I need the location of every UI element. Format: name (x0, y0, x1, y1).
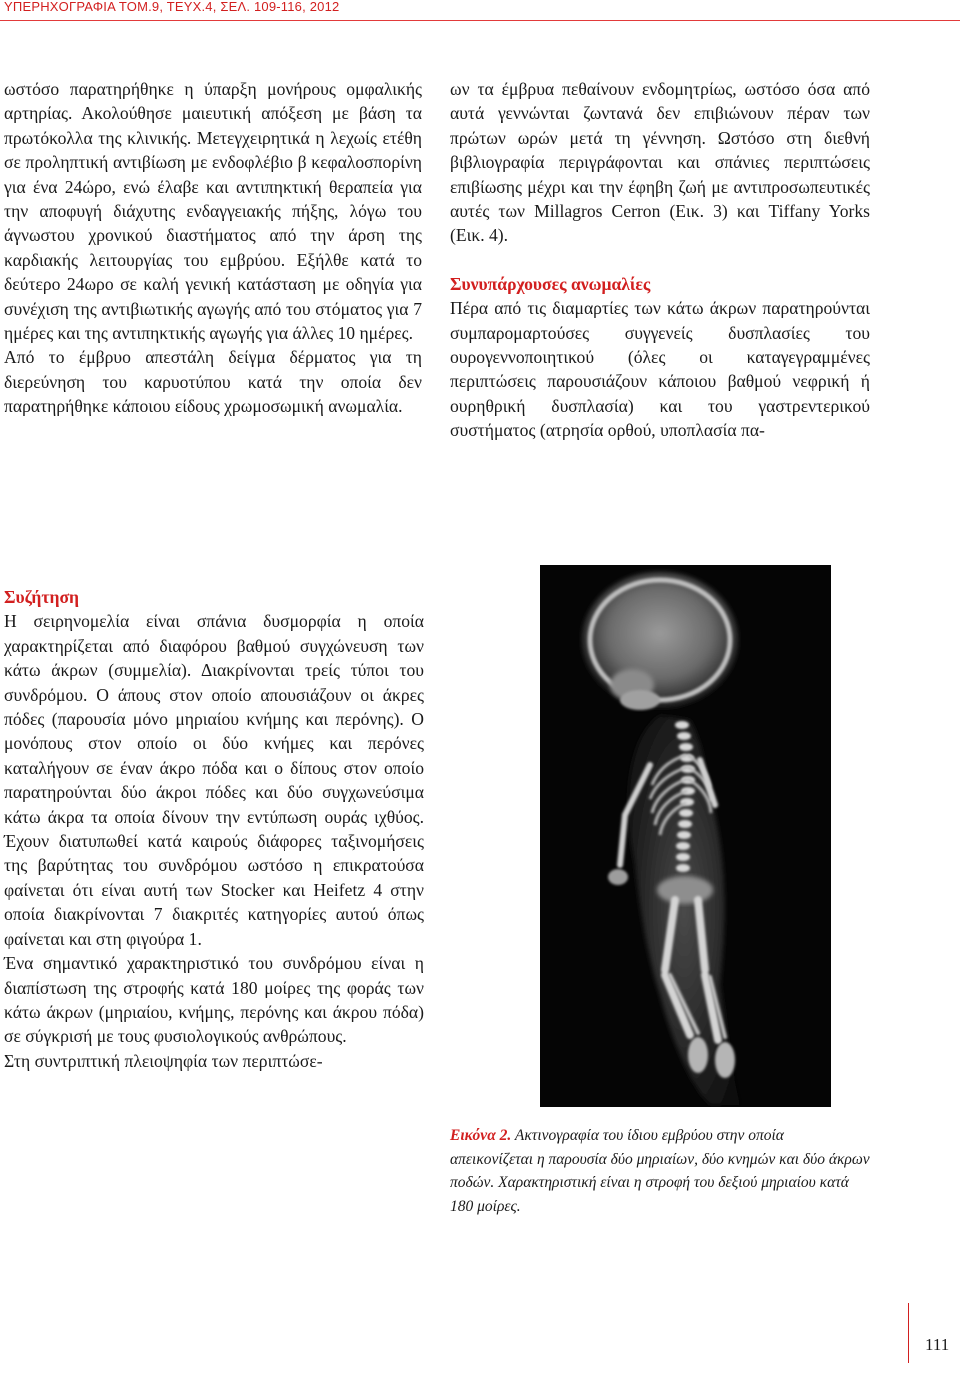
discussion-section (4, 585, 424, 1073)
figure-caption (450, 1124, 870, 1218)
section-gap (450, 248, 870, 272)
discussion-paragraph-3: Στη συντριπτική πλειοψηφία των περιπτώσε- (4, 1050, 323, 1071)
journal-citation: ΥΠΕΡΗΧΟΓΡΑΦΙΑ ΤΟΜ.9, ΤΕΥΧ.4, ΣΕΛ. 109-116, 2012 (4, 0, 340, 14)
page-number-rule (908, 1303, 909, 1363)
case-paragraph-1: ωστόσο παρατηρήθηκε η ύπαρξη μονήρους ομφαλικής αρτηρίας. Ακολούθησε μαιευτική απόξεση με βάση τα πρωτόκολλα της κλινικής. Μετεγχειρητικά η λεχωίς ετέθη σε προληπτική αντιβίωση με ενδοφλέβιο β κεφαλοσπορίνη για ένα 24ώρο, ενώ έλαβε και αντιπηκτική θεραπεία για την αποφυγή διάχυτης ενδαγγειακής πήξης, λόγω του άγνωστου χρονικού διαστήματος από την άρση της καρδιακής λειτουργίας του εμβρύου. Εξήλθε κατά το δεύτερο 24ωρο σε καλή γενική κατάσταση με οδηγία για συνέχιση της αντιβιωτικής αγωγής από του στόματος για 7 ημέρες και της αντιπηκτικής αγωγής για άλλες 10 ημέρες. (4, 79, 422, 344)
figure-label: Εικόνα 2. (450, 1127, 512, 1144)
discussion-heading: Συζήτηση (4, 587, 80, 607)
anomalies-heading: Συνυπάρχουσες ανωμαλίες (450, 273, 651, 294)
page-number: 111 (925, 1335, 950, 1354)
xray-figure (540, 565, 831, 1107)
right-column-top (450, 77, 870, 443)
anomalies-paragraph: Πέρα από τις διαμαρτίες των κάτω άκρων παρατηρούνται συμπαρομαρτούσες συγγενείς δυσπλασίες του ουρογεννοποιητικού (όλες οι καταγεγραμμένες περιπτώσεις παρουσιάζουν κάποιου βαθμού νεφρική ή ουρηθρική δυσπλασία) και του γαστρεντερικού συστήματος (ατρησία ορθού, υποπλασία πα- (450, 298, 870, 441)
survival-paragraph: ων τα έμβρυα πεθαίνουν ενδομητρίως, ωστόσο όσα από αυτά γεννώνται ζωντανά δεν επιβιώνουν πέραν των πρώτων ωρών μετά τη γέννηση. Ωστόσο στη διεθνή βιβλιογραφία περιγράφονται και σπάνιες περιπτώσεις επιβίωσης μέχρι και την έφηβη ζωή με αντιπροσωπευτικές αυτές των Millagros Cerron (Εικ. 3) και Tiffany Yorks (Εικ. 4). (450, 79, 870, 246)
case-paragraph-2: Από το έμβρυο απεστάλη δείγμα δέρματος για τη διερεύνηση του καρυοτύπου κατά την οποία δεν παρατηρήθηκε κάποιου είδους χρωμοσωμική ανωμαλία. (4, 347, 422, 417)
running-header (0, 0, 960, 22)
discussion-paragraph-2: Ένα σημαντικό χαρακτηριστικό του συνδρόμου είναι η διαπίστωση της στροφής κατά 180 μοίρες της φοράς των κάτω άκρων (μηριαίου, κνήμης, περόνης και άκρου πόδα) σε σύγκρισή με τους φυσιολογικούς ανθρώπους. (4, 953, 424, 1047)
discussion-paragraph-1: Η σειρηνομελία είναι σπάνια δυσμορφία η οποία χαρακτηρίζεται από διαφόρου βαθμού συγχώνευση των κάτω άκρων (συμμελία). Διακρίνονται τρείς τύποι του συνδρόμου. Ο άπους στον οποίο απουσιάζουν οι άκρες πόδες (παρουσία μόνο μηριαίου κνήμης και περόνης). Ο μονόπους στον οποίο οι δύο κνήμες και περόνες καταλήγουν σε έναν άκρο πόδα και ο δίπους στον οποίο παρατηρούνται δύο άκροι πόδες και δύο συγχωνεύσιμα κάτω άκρα τα οποία δίνουν την εντύπωση ουράς ιχθύος. Έχουν διατυπωθεί κατά καιρούς διάφορες ταξινομήσεις της βαρύτητας του συνδρόμου ωστόσο η επικρατούσα φαίνεται ότι είναι αυτή των Stocker και Heifetz 4 στην οποία διακρίνονται 7 διακριτές κατηγορίες αυτού όπως φαίνεται και στη φιγούρα 1. (4, 611, 424, 949)
left-column-top (4, 77, 422, 419)
fetal-xray-image (540, 565, 831, 1107)
figure-caption-text: Ακτινογραφία του ίδιου εμβρύου στην οποία απεικονίζεται η παρουσία δύο μηριαίων, δύο κνημών και δύο άκρων ποδών. Χαρακτηριστική είναι η στροφή του δεξιού μηριαίου κατά 180 μοίρες. (450, 1127, 870, 1215)
header-rule (0, 20, 960, 21)
